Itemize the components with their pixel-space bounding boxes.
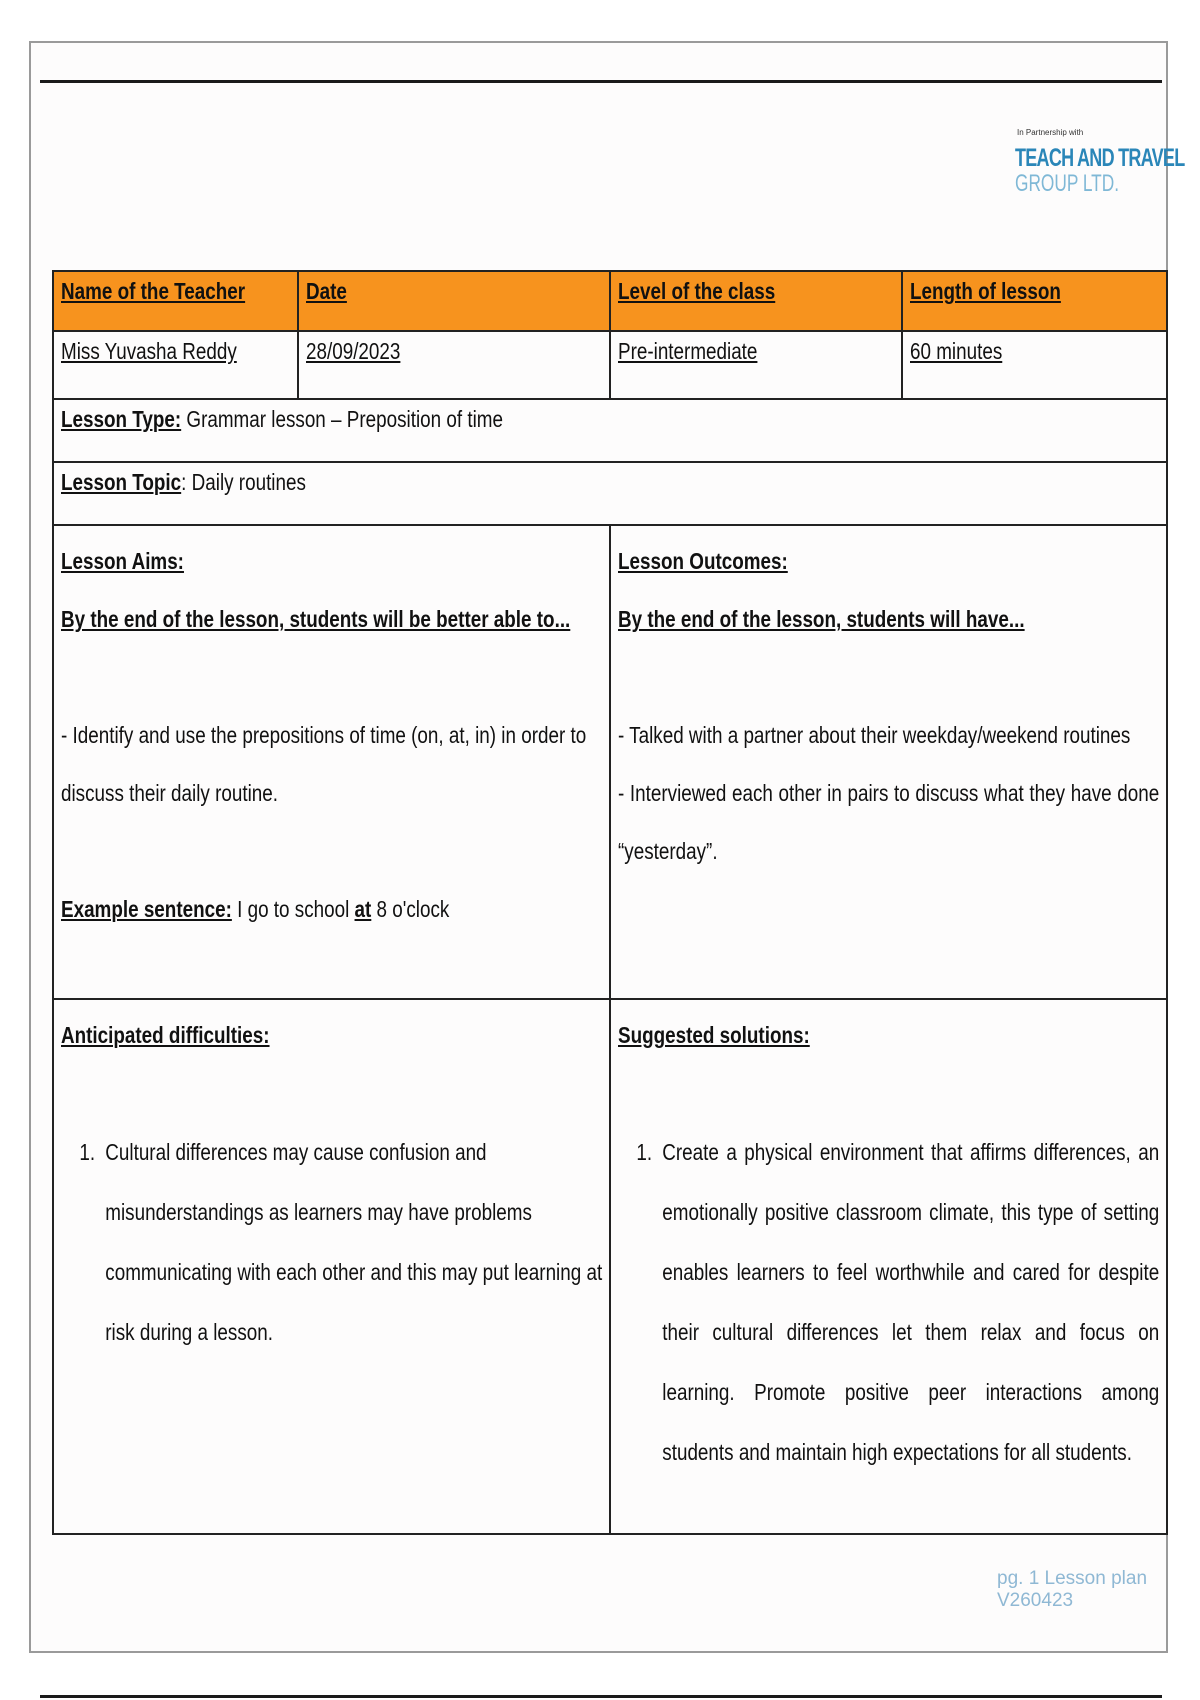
bottom-rule [40, 1695, 1162, 1698]
page-footer: pg. 1 Lesson plan V260423 [997, 1568, 1148, 1611]
outcomes-title: Lesson Outcomes: [618, 548, 788, 574]
lesson-type-cell [53, 399, 1167, 462]
level-value: Pre-intermediate [610, 331, 902, 399]
example-sentence: Example sentence: I go to school at 8 o'clock [61, 896, 450, 922]
teacher-value: Miss Yuvasha Reddy [53, 331, 298, 399]
teach-and-travel-logo [1015, 128, 1185, 197]
teacher-header: Name of the Teacher [53, 271, 298, 331]
aims-intro: By the end of the lesson, students will be better able to... [61, 606, 571, 632]
length-header: Length of lesson [902, 271, 1167, 331]
lesson-topic-label: Lesson Topic [61, 469, 182, 495]
aims-item: - Identify and use the prepositions of time (on, at, in) in order to discuss their daily routine. [61, 722, 587, 806]
lesson-topic-row [53, 462, 1167, 525]
difficulty-item: 1. Cultural differences may cause confusion and misunderstandings as learners may have problems communicating with each other and this may put learning at risk during a lesson. [100, 1122, 602, 1362]
lesson-outcomes-cell [610, 525, 1167, 999]
lesson-type-label: Lesson Type: [61, 406, 182, 432]
example-label: Example sentence: [61, 896, 232, 922]
date-value: 28/09/2023 [298, 331, 610, 399]
solutions-cell [610, 999, 1167, 1534]
difficulties-list [61, 1122, 602, 1362]
header-row [53, 271, 1167, 331]
difficulties-row [53, 999, 1167, 1534]
aims-title: Lesson Aims: [61, 548, 184, 574]
top-rule [40, 80, 1162, 83]
solutions-title: Suggested solutions: [618, 1022, 810, 1048]
logo-partner-text: In Partnership with [1017, 128, 1084, 137]
outcome-item-1: - Talked with a partner about their weekday/weekend routines [618, 722, 1131, 748]
solution-item: 1. Create a physical environment that affirms differences, an emotionally positive classroom climate, this type of setting enables learners to feel worthwhile and cared for despite their cultural differences let them relax and focus on learning. Promote positive peer interactions among students and maintain high expectations for all students. [657, 1122, 1159, 1482]
logo-line-1: TEACH AND TRAVEL [1015, 144, 1185, 172]
lesson-type-row [53, 399, 1167, 462]
outcomes-intro: By the end of the lesson, students will have... [618, 606, 1025, 632]
lesson-topic-cell [53, 462, 1167, 525]
solutions-list [618, 1122, 1159, 1482]
lesson-topic-value: : Daily routines [181, 469, 306, 495]
lesson-plan-table [52, 270, 1168, 1535]
level-header: Level of the class [610, 271, 902, 331]
value-row [53, 331, 1167, 399]
difficulties-cell [53, 999, 610, 1534]
difficulties-title: Anticipated difficulties: [61, 1022, 270, 1048]
length-value: 60 minutes [902, 331, 1167, 399]
lesson-type-value: Grammar lesson – Preposition of time [181, 406, 503, 432]
outcome-item-2: - Interviewed each other in pairs to discuss what they have done “yesterday”. [618, 780, 1160, 864]
aims-row [53, 525, 1167, 999]
date-header: Date [298, 271, 610, 331]
lesson-aims-cell [53, 525, 610, 999]
logo-line-2: GROUP LTD. [1015, 170, 1120, 197]
